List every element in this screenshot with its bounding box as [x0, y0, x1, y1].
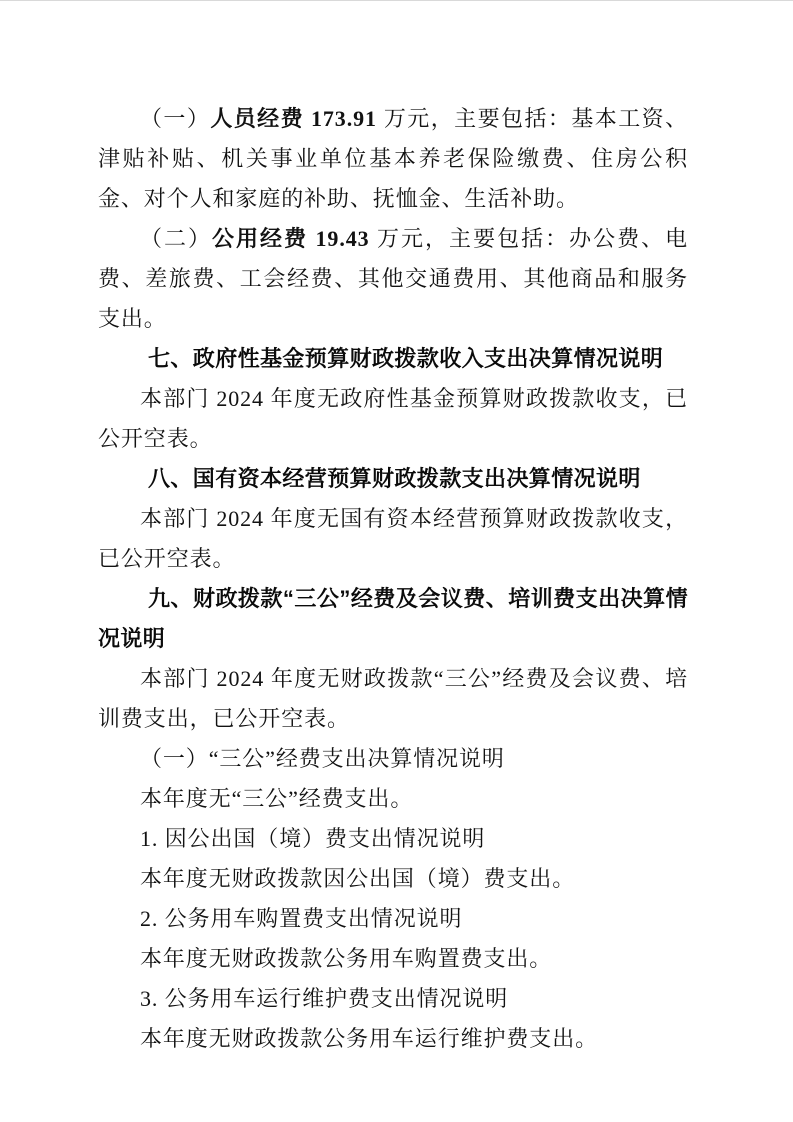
paragraph-vehicle-purchase-expense-body: 本年度无财政拨款公务用车购置费支出。 [140, 946, 553, 971]
paragraph-personnel-expense [98, 99, 688, 219]
public-expense-detail: 万元，主要包括：办公费、电费、差旅费、工会经费、其他交通费用、其他商品和服务支出。 [98, 226, 688, 331]
item-heading-overseas-travel-expense: 1. 因公出国（境）费支出情况说明 [140, 826, 486, 851]
paragraph-vehicle-maintenance-expense-body: 本年度无财政拨款公务用车运行维护费支出。 [140, 1026, 599, 1051]
personnel-expense-detail: 万元，主要包括：基本工资、津贴补贴、机关事业单位基本养老保险缴费、住房公积金、对个人和家庭的补助、抚恤金、生活补助。 [98, 106, 688, 211]
document-page [0, 1, 793, 1122]
paragraph-section-seven-body: 本部门 2024 年度无政府性基金预算财政拨款收支，已公开空表。 [98, 386, 688, 451]
public-expense-amount: 公用经费 19.43 [212, 226, 370, 251]
personnel-expense-prefix: （一） [140, 106, 211, 131]
heading-section-seven-govt-fund-budget: 七、政府性基金预算财政拨款收入支出决算情况说明 [148, 346, 664, 371]
paragraph-section-nine-body: 本部门 2024 年度无财政拨款“三公”经费及会议费、培训费支出，已公开空表。 [98, 666, 688, 731]
paragraph-public-expense [98, 219, 688, 339]
paragraph-section-eight-body: 本部门 2024 年度无国有资本经营预算财政拨款收支，已公开空表。 [98, 506, 688, 571]
paragraph-overseas-travel-expense-body: 本年度无财政拨款因公出国（境）费支出。 [140, 866, 576, 891]
subheading-three-public-expense-statement: （一）“三公”经费支出决算情况说明 [140, 746, 505, 771]
public-expense-prefix: （二） [140, 226, 213, 251]
personnel-expense-amount: 人员经费 173.91 [210, 106, 377, 131]
heading-section-nine-three-public-expenses: 九、财政拨款“三公”经费及会议费、培训费支出决算情况说明 [98, 586, 688, 651]
item-heading-vehicle-purchase-expense: 2. 公务用车购置费支出情况说明 [140, 906, 463, 931]
heading-section-eight-state-capital-budget: 八、国有资本经营预算财政拨款支出决算情况说明 [148, 466, 641, 491]
item-heading-vehicle-maintenance-expense: 3. 公务用车运行维护费支出情况说明 [140, 986, 509, 1011]
paragraph-three-public-expense-body: 本年度无“三公”经费支出。 [140, 786, 414, 811]
